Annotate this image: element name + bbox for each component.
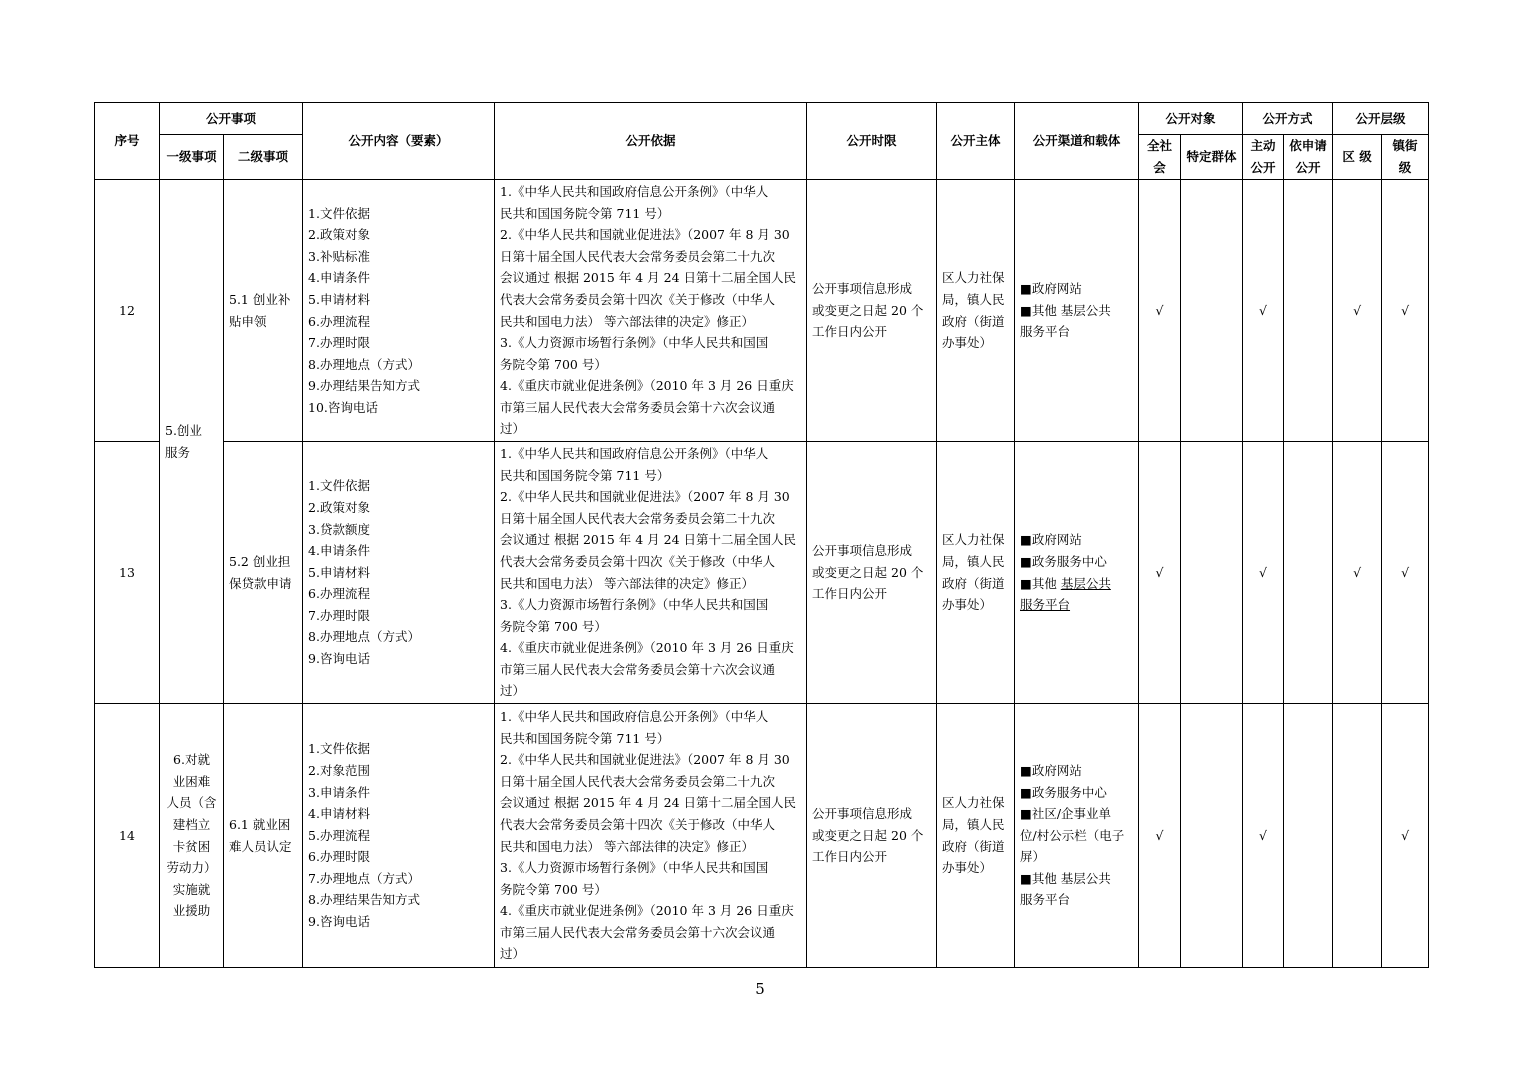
basis-line: 过）	[500, 946, 526, 962]
level2-item: 5.2 创业担保贷款申请	[224, 442, 303, 704]
subject-line: 区人力社保	[942, 270, 1005, 286]
content-line: 5.申请材料	[308, 291, 370, 307]
header-items-group: 公开事项	[160, 103, 303, 135]
basis-line: 民共和国电力法） 等六部法律的决定》修正）	[500, 313, 754, 329]
channel-list	[1015, 180, 1139, 442]
basis-line: 会议通过 根据 2015 年 4 月 24 日第十二届全国人民	[500, 795, 797, 811]
content-line: 2.政策对象	[308, 499, 370, 515]
basis-line: 民共和国电力法） 等六部法律的决定》修正）	[500, 575, 754, 591]
channel-list	[1015, 704, 1139, 968]
check-level-town: √	[1382, 442, 1429, 704]
content-line: 3.贷款额度	[308, 521, 370, 537]
check-target-specific	[1181, 704, 1243, 968]
content-line: 3.申请条件	[308, 784, 370, 800]
level1-line: 劳动力）	[166, 860, 217, 876]
channel-line	[1020, 782, 1133, 804]
content-line: 7.办理时限	[308, 607, 370, 623]
time-limit	[807, 704, 937, 968]
basis-line: 3.《人力资源市场暂行条例》（中华人民共和国国	[500, 597, 769, 613]
basis-line: 务院令第 700 号）	[500, 881, 607, 897]
content-list	[303, 180, 495, 442]
content-line: 4.申请条件	[308, 543, 370, 559]
header-method-active: 主动公开	[1243, 135, 1284, 180]
content-line: 9.咨询电话	[308, 914, 370, 930]
level1-line: 人员（含	[166, 795, 217, 811]
check-method-request	[1284, 704, 1333, 968]
basis-line: 1.《中华人民共和国政府信息公开条例》（中华人	[500, 445, 769, 461]
content-line: 8.办理地点（方式）	[308, 629, 420, 645]
content-line: 6.办理时限	[308, 849, 370, 865]
channel-line	[1020, 760, 1133, 782]
basis-line: 会议通过 根据 2015 年 4 月 24 日第十二届全国人民	[500, 532, 797, 548]
subject-line: 局，镇人民	[942, 291, 1005, 307]
header-level-town: 镇街级	[1382, 135, 1429, 180]
channel-line	[1020, 529, 1133, 551]
basis-line: 3.《人力资源市场暂行条例》（中华人民共和国国	[500, 860, 769, 876]
content-line: 8.办理地点（方式）	[308, 356, 420, 372]
subject-line: 区人力社保	[942, 795, 1005, 811]
check-level-town: √	[1382, 704, 1429, 968]
check-method-active: √	[1243, 704, 1284, 968]
header-target-group: 公开对象	[1139, 103, 1243, 135]
disclosure-table	[94, 102, 1429, 968]
content-line: 9.咨询电话	[308, 651, 370, 667]
check-method-request	[1284, 442, 1333, 704]
channel-text: 位/村公示栏（电子	[1020, 827, 1125, 843]
table-row	[95, 442, 1429, 704]
basis-line: 务院令第 700 号）	[500, 356, 607, 372]
basis-line: 务院令第 700 号）	[500, 618, 607, 634]
basis-line: 2.《中华人民共和国就业促进法》（2007 年 8 月 30	[500, 489, 790, 505]
channel-line	[1020, 551, 1133, 573]
content-line: 3.补贴标准	[308, 248, 370, 264]
table-row	[95, 180, 1429, 442]
basis-line: 4.《重庆市就业促进条例》（2010 年 3 月 26 日重庆	[500, 903, 794, 919]
check-level-district: √	[1333, 180, 1382, 442]
channel-text: ■政务服务中心	[1020, 553, 1107, 569]
level1-line: 6.对就	[173, 752, 210, 768]
channel-line	[1020, 868, 1133, 890]
check-target-all: √	[1139, 704, 1181, 968]
basis-line: 代表大会常务委员会第十四次《关于修改（中华人	[500, 816, 776, 832]
level1-line: 实施就	[172, 881, 211, 897]
content-line: 1.文件依据	[308, 478, 370, 494]
header-subject: 公开主体	[937, 103, 1015, 180]
basis-line: 4.《重庆市就业促进条例》（2010 年 3 月 26 日重庆	[500, 378, 794, 394]
time-limit-line: 或变更之日起 20 个	[812, 827, 924, 843]
time-limit-line: 或变更之日起 20 个	[812, 564, 924, 580]
row-seq: 13	[95, 442, 160, 704]
table-row	[95, 704, 1429, 968]
content-line: 2.政策对象	[308, 227, 370, 243]
check-level-town: √	[1382, 180, 1429, 442]
level1-line: 服务	[165, 444, 191, 460]
subject-line: 局，镇人民	[942, 553, 1005, 569]
subject-line: 办事处）	[942, 335, 993, 351]
level1-line: 业援助	[172, 903, 211, 919]
subject-line: 政府（街道	[942, 838, 1005, 854]
channel-text: ■其他 基层公共	[1020, 302, 1111, 318]
content-line: 7.办理时限	[308, 335, 370, 351]
row-seq: 12	[95, 180, 160, 442]
level1-line: 业困难	[172, 773, 211, 789]
level1-line: 建档立	[172, 816, 211, 832]
basis-line: 民共和国国务院令第 711 号）	[500, 467, 670, 483]
channel-text: ■政府网站	[1020, 281, 1082, 297]
time-limit	[807, 442, 937, 704]
check-target-all: √	[1139, 442, 1181, 704]
channel-text: 屏）	[1020, 849, 1046, 865]
basis-list	[495, 442, 807, 704]
content-line: 10.咨询电话	[308, 399, 378, 415]
level1-line: 卡贫困	[172, 838, 211, 854]
time-limit-line: 工作日内公开	[812, 324, 888, 340]
content-line: 1.文件依据	[308, 741, 370, 757]
content-line: 4.申请材料	[308, 806, 370, 822]
content-line: 6.办理流程	[308, 586, 370, 602]
basis-line: 2.《中华人民共和国就业促进法》（2007 年 8 月 30	[500, 227, 790, 243]
basis-list	[495, 704, 807, 968]
basis-line: 1.《中华人民共和国政府信息公开条例》（中华人	[500, 183, 769, 199]
subject-line: 办事处）	[942, 860, 993, 876]
channel-text: 服务平台	[1020, 324, 1071, 340]
channel-underlined: 基层公共	[1060, 575, 1111, 591]
subject	[937, 180, 1015, 442]
check-method-active: √	[1243, 180, 1284, 442]
header-content: 公开内容（要素）	[303, 103, 495, 180]
check-method-active: √	[1243, 442, 1284, 704]
level1-line: 5.创业	[165, 422, 202, 438]
subject-line: 政府（街道	[942, 313, 1005, 329]
basis-line: 过）	[500, 421, 526, 437]
level1-item	[160, 180, 224, 704]
header-seq: 序号	[95, 103, 160, 180]
channel-text: 服务平台	[1020, 892, 1071, 908]
basis-line: 代表大会常务委员会第十四次《关于修改（中华人	[500, 553, 776, 569]
time-limit-line: 或变更之日起 20 个	[812, 302, 924, 318]
content-line: 1.文件依据	[308, 205, 370, 221]
subject-line: 办事处）	[942, 597, 993, 613]
basis-line: 民共和国国务院令第 711 号）	[500, 730, 670, 746]
basis-line: 日第十届全国人民代表大会常务委员会第二十九次	[500, 248, 776, 264]
basis-line: 3.《人力资源市场暂行条例》（中华人民共和国国	[500, 335, 769, 351]
content-line: 9.办理结果告知方式	[308, 378, 420, 394]
subject-line: 区人力社保	[942, 532, 1005, 548]
subject	[937, 704, 1015, 968]
header-level2: 二级事项	[224, 135, 303, 180]
row-seq: 14	[95, 704, 160, 968]
header-method-group: 公开方式	[1243, 103, 1333, 135]
level2-item: 6.1 就业困难人员认定	[224, 704, 303, 968]
header-level-district: 区 级	[1333, 135, 1382, 180]
subject-line: 局，镇人民	[942, 816, 1005, 832]
time-limit	[807, 180, 937, 442]
channel-list	[1015, 442, 1139, 704]
channel-line	[1020, 278, 1133, 300]
basis-line: 市第三届人民代表大会常务委员会第十六次会议通	[500, 661, 776, 677]
content-line: 7.办理地点（方式）	[308, 870, 420, 886]
basis-line: 日第十届全国人民代表大会常务委员会第二十九次	[500, 510, 776, 526]
check-method-request	[1284, 180, 1333, 442]
channel-line	[1020, 846, 1133, 868]
check-target-specific	[1181, 442, 1243, 704]
subject-line: 政府（街道	[942, 575, 1005, 591]
channel-line	[1020, 321, 1133, 343]
header-target-specific: 特定群体	[1181, 135, 1243, 180]
level1-item	[160, 704, 224, 968]
channel-line	[1020, 594, 1133, 616]
basis-line: 日第十届全国人民代表大会常务委员会第二十九次	[500, 773, 776, 789]
content-line: 5.办理流程	[308, 827, 370, 843]
basis-line: 会议通过 根据 2015 年 4 月 24 日第十二届全国人民	[500, 270, 797, 286]
channel-text: ■社区/企事业单	[1020, 806, 1112, 822]
check-level-district: √	[1333, 442, 1382, 704]
time-limit-line: 公开事项信息形成	[812, 281, 913, 297]
channel-underlined: 服务平台	[1020, 597, 1071, 613]
channel-line	[1020, 300, 1133, 322]
channel-text: ■政务服务中心	[1020, 784, 1107, 800]
content-line: 8.办理结果告知方式	[308, 892, 420, 908]
level2-item: 5.1 创业补贴申领	[224, 180, 303, 442]
check-target-specific	[1181, 180, 1243, 442]
check-target-all: √	[1139, 180, 1181, 442]
channel-text: ■其他	[1020, 575, 1061, 591]
basis-line: 1.《中华人民共和国政府信息公开条例》（中华人	[500, 708, 769, 724]
content-line: 4.申请条件	[308, 270, 370, 286]
check-level-district	[1333, 704, 1382, 968]
header-method-request: 依申请公开	[1284, 135, 1333, 180]
header-basis: 公开依据	[495, 103, 807, 180]
basis-line: 民共和国电力法） 等六部法律的决定》修正）	[500, 838, 754, 854]
content-list	[303, 704, 495, 968]
time-limit-line: 工作日内公开	[812, 586, 888, 602]
channel-line	[1020, 803, 1133, 825]
basis-line: 代表大会常务委员会第十四次《关于修改（中华人	[500, 291, 776, 307]
channel-line	[1020, 573, 1133, 595]
header-level-group: 公开层级	[1333, 103, 1429, 135]
basis-line: 2.《中华人民共和国就业促进法》（2007 年 8 月 30	[500, 752, 790, 768]
subject	[937, 442, 1015, 704]
time-limit-line: 公开事项信息形成	[812, 806, 913, 822]
header-target-all: 全社会	[1139, 135, 1181, 180]
channel-text: ■政府网站	[1020, 762, 1082, 778]
time-limit-line: 工作日内公开	[812, 849, 888, 865]
channel-text: ■政府网站	[1020, 532, 1082, 548]
basis-line: 民共和国国务院令第 711 号）	[500, 205, 670, 221]
content-line: 5.申请材料	[308, 564, 370, 580]
basis-line: 市第三届人民代表大会常务委员会第十六次会议通	[500, 924, 776, 940]
basis-list	[495, 180, 807, 442]
channel-line	[1020, 825, 1133, 847]
basis-line: 4.《重庆市就业促进条例》（2010 年 3 月 26 日重庆	[500, 640, 794, 656]
time-limit-line: 公开事项信息形成	[812, 543, 913, 559]
channel-line	[1020, 889, 1133, 911]
content-list	[303, 442, 495, 704]
header-level1: 一级事项	[160, 135, 224, 180]
content-line: 6.办理流程	[308, 313, 370, 329]
basis-line: 市第三届人民代表大会常务委员会第十六次会议通	[500, 399, 776, 415]
content-line: 2.对象范围	[308, 762, 370, 778]
page-number: 5	[755, 980, 765, 998]
basis-line: 过）	[500, 683, 526, 699]
header-channel: 公开渠道和载体	[1015, 103, 1139, 180]
channel-text: ■其他 基层公共	[1020, 870, 1111, 886]
header-time-limit: 公开时限	[807, 103, 937, 180]
